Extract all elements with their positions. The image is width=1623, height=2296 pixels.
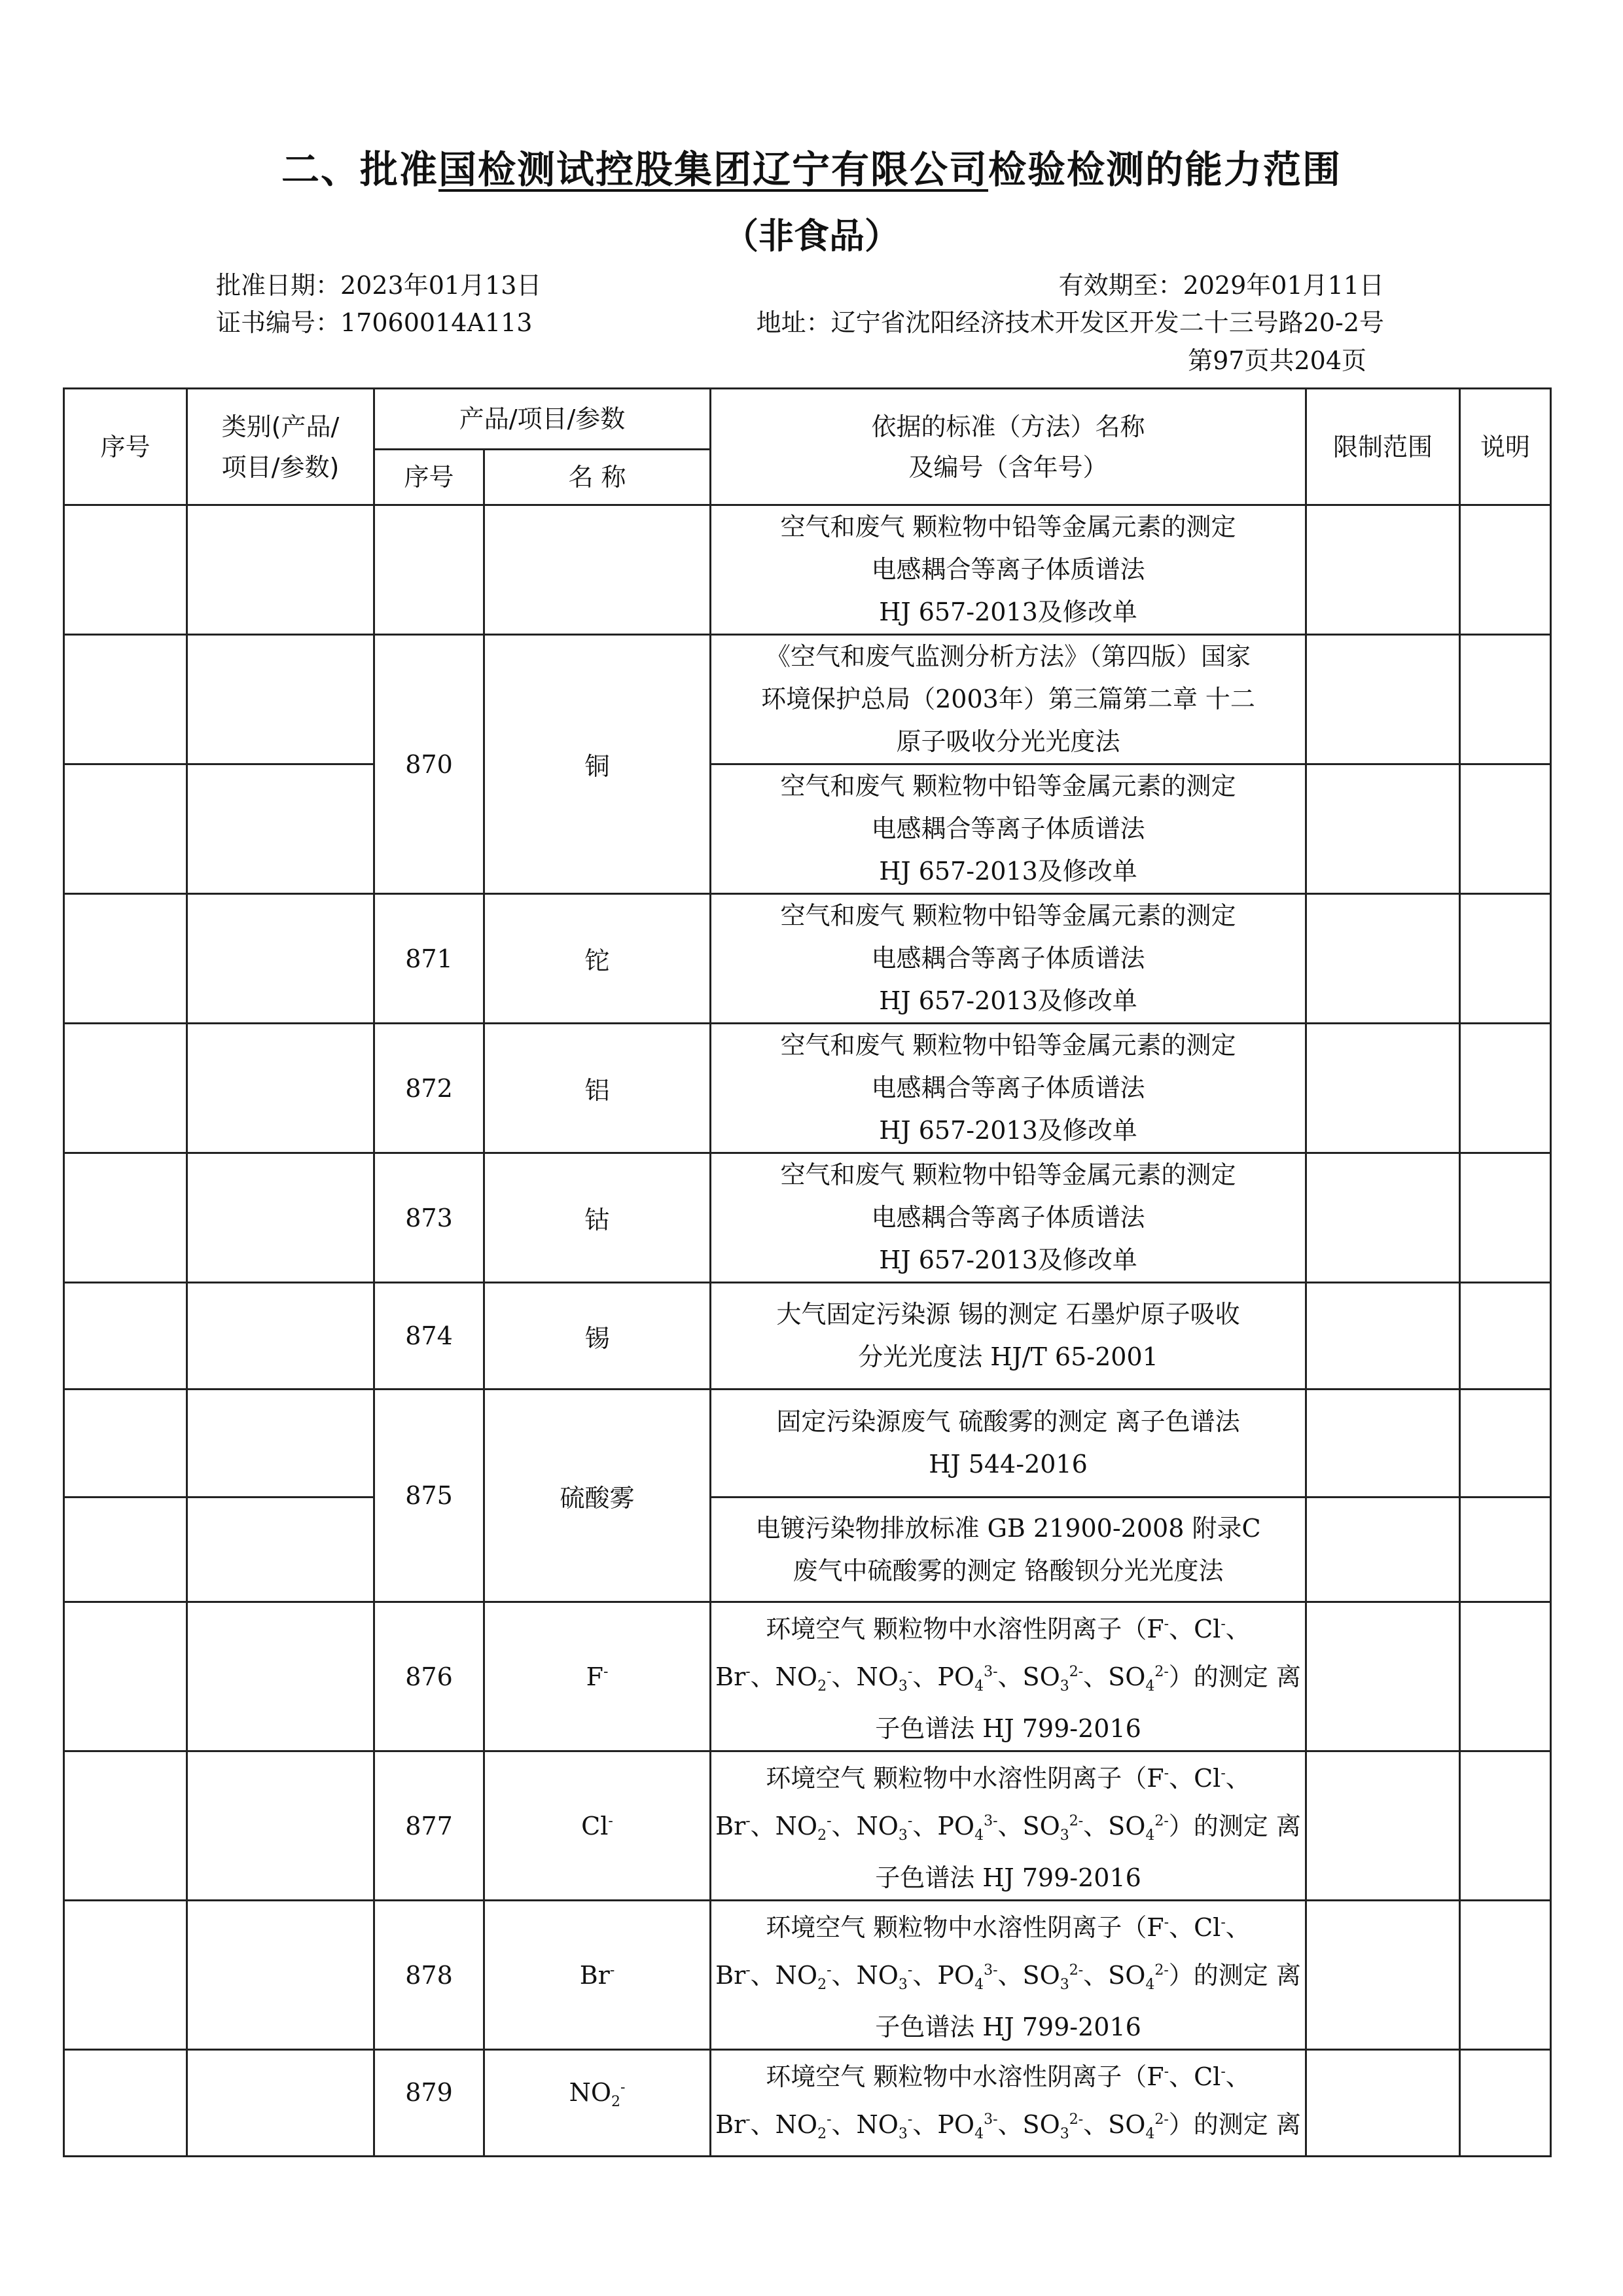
header-limit: 限制范围 <box>1306 389 1460 505</box>
certificate-number: 证书编号：17060014A113 <box>216 308 533 337</box>
table-row <box>64 2050 1551 2157</box>
header-product-group: 产品/项目/参数 <box>374 389 711 450</box>
standard-cell: 空气和废气 颗粒物中铅等金属元素的测定 电感耦合等离子体质谱法 HJ 657-2013及修改单 <box>711 505 1306 635</box>
header-seq: 序号 <box>64 389 187 505</box>
valid-until: 有效期至：2029年01月11日 <box>1058 271 1384 300</box>
standard-cell: 环境空气 颗粒物中水溶性阴离子（F-、Cl-、 Br-、$NO_2^-$、$NO_3^-$、$PO_4^{3-}$、$SO_3^{2-}$、$SO_4^{2-}$）的测定 离 子色谱法 HJ 799-2016 <box>711 1751 1306 1901</box>
table-row <box>64 635 1551 764</box>
table-row <box>64 505 1551 635</box>
scope-table <box>63 387 1552 2157</box>
item-name: Br- <box>484 1901 711 2050</box>
item-name: 硫酸雾 <box>484 1390 711 1602</box>
header-category: 类别(产品/项目/参数) <box>187 389 374 505</box>
item-name: Cl- <box>484 1751 711 1901</box>
document-subtitle: （非食品） <box>723 215 900 257</box>
header-sub-seq: 序号 <box>374 450 484 505</box>
item-number: 870 <box>374 635 484 894</box>
table-row <box>64 1901 1551 2050</box>
item-number: 875 <box>374 1390 484 1602</box>
standard-cell: 环境空气 颗粒物中水溶性阴离子（F-、Cl-、 Br-、$NO_2^-$、$NO_3^-$、$PO_4^{3-}$、$SO_3^{2-}$、$SO_4^{2-}$）的测定 离 子色谱法 HJ 799-2016 <box>711 1602 1306 1751</box>
item-name: $NO_2^-$ <box>484 2050 711 2157</box>
item-name: 钴 <box>484 1153 711 1283</box>
table-row <box>64 1390 1551 1498</box>
title-suffix: 检验检测的能力范围 <box>988 147 1342 192</box>
item-number: 873 <box>374 1153 484 1283</box>
address: 地址：辽宁省沈阳经济技术开发区开发二十三号路20-2号 <box>756 308 1384 337</box>
standard-cell: 空气和废气 颗粒物中铅等金属元素的测定 电感耦合等离子体质谱法 HJ 657-2013及修改单 <box>711 894 1306 1024</box>
header-standard: 依据的标准（方法）名称 及编号（含年号） <box>711 389 1306 505</box>
document-title <box>0 139 1623 194</box>
item-number: 874 <box>374 1283 484 1390</box>
item-number: 872 <box>374 1024 484 1153</box>
table-row <box>64 764 1551 894</box>
item-name: 铊 <box>484 894 711 1024</box>
approval-date: 批准日期：2023年01月13日 <box>216 271 542 300</box>
standard-cell: 环境空气 颗粒物中水溶性阴离子（F-、Cl-、 Br-、$NO_2^-$、$NO_3^-$、$PO_4^{3-}$、$SO_3^{2-}$、$SO_4^{2-}$）的测定 离 <box>711 2050 1306 2157</box>
standard-cell: 《空气和废气监测分析方法》（第四版）国家 环境保护总局（2003年）第三篇第二章 十二 原子吸收分光光度法 <box>711 635 1306 764</box>
standard-cell: 空气和废气 颗粒物中铅等金属元素的测定 电感耦合等离子体质谱法 HJ 657-2013及修改单 <box>711 1153 1306 1283</box>
item-number: 878 <box>374 1901 484 2050</box>
item-number: 871 <box>374 894 484 1024</box>
item-name: F- <box>484 1602 711 1751</box>
standard-cell: 空气和废气 颗粒物中铅等金属元素的测定 电感耦合等离子体质谱法 HJ 657-2013及修改单 <box>711 764 1306 894</box>
item-number: 879 <box>374 2050 484 2157</box>
item-number: 877 <box>374 1751 484 1901</box>
table-row <box>64 1153 1551 1283</box>
page-number: 第97页共204页 <box>1188 346 1366 375</box>
standard-cell: 固定污染源废气 硫酸雾的测定 离子色谱法 HJ 544-2016 <box>711 1390 1306 1498</box>
standard-cell: 大气固定污染源 锡的测定 石墨炉原子吸收 分光光度法 HJ/T 65-2001 <box>711 1283 1306 1390</box>
header-note: 说明 <box>1460 389 1551 505</box>
title-company: 国检测试控股集团辽宁有限公司 <box>438 147 988 192</box>
item-name: 铝 <box>484 1024 711 1153</box>
standard-cell: 环境空气 颗粒物中水溶性阴离子（F-、Cl-、 Br-、$NO_2^-$、$NO_3^-$、$PO_4^{3-}$、$SO_3^{2-}$、$SO_4^{2-}$）的测定 离 子色谱法 HJ 799-2016 <box>711 1901 1306 2050</box>
standard-cell: 空气和废气 颗粒物中铅等金属元素的测定 电感耦合等离子体质谱法 HJ 657-2013及修改单 <box>711 1024 1306 1153</box>
item-name: 铜 <box>484 635 711 894</box>
table-row <box>64 1602 1551 1751</box>
table-row <box>64 1283 1551 1390</box>
header-sub-name: 名 称 <box>484 450 711 505</box>
standard-cell: 电镀污染物排放标准 GB 21900-2008 附录C 废气中硫酸雾的测定 铬酸钡分光光度法 <box>711 1498 1306 1602</box>
item-number: 876 <box>374 1602 484 1751</box>
title-prefix: 二、批准 <box>281 147 438 192</box>
table-row <box>64 894 1551 1024</box>
table-row <box>64 1024 1551 1153</box>
item-name: 锡 <box>484 1283 711 1390</box>
table-row <box>64 1751 1551 1901</box>
table-row <box>64 1498 1551 1602</box>
